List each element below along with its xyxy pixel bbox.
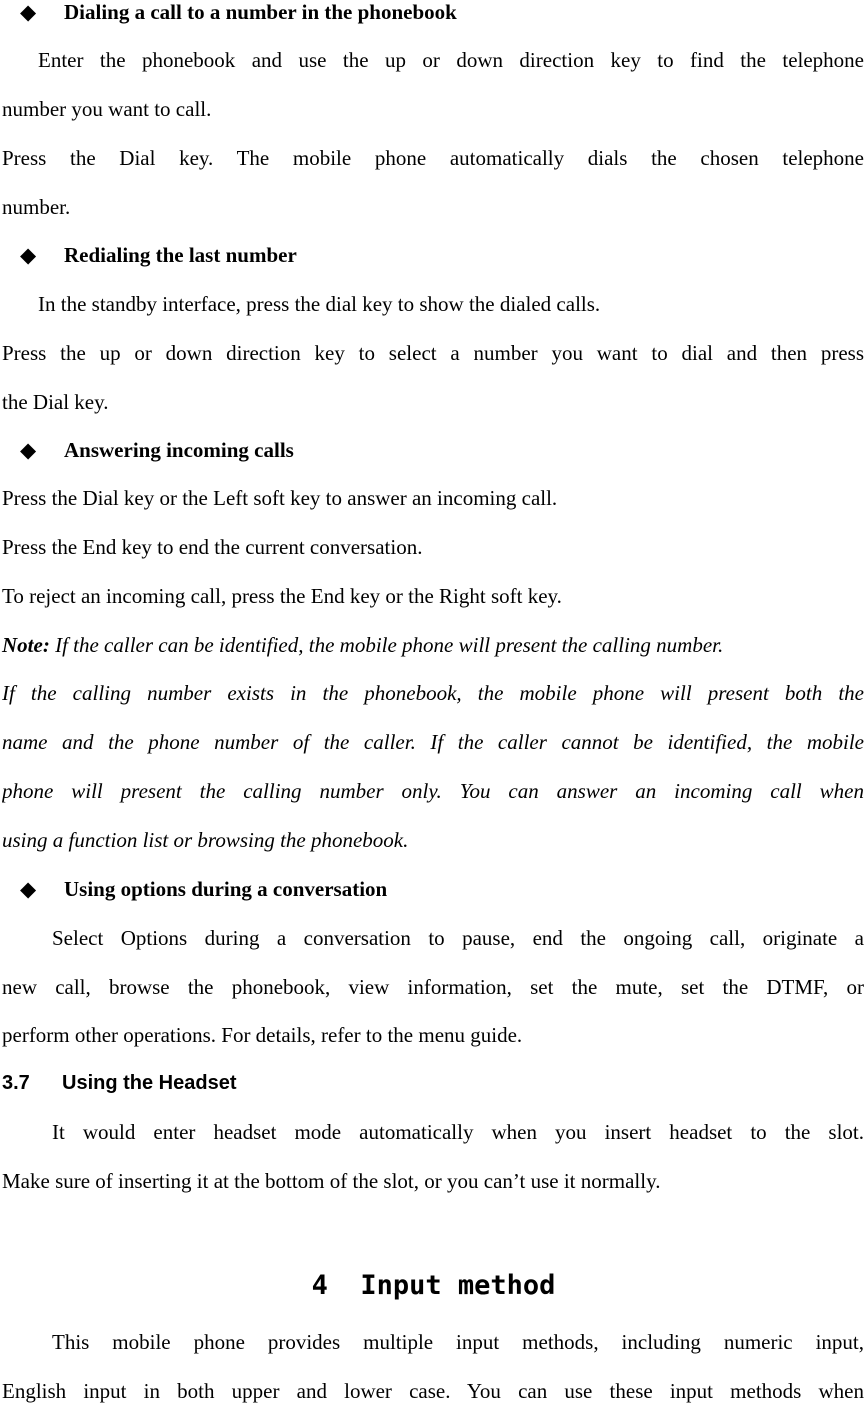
note-line: name and the phone number of the caller. If the caller cannot be identified, the mobile	[2, 730, 864, 754]
paragraph-line: new call, browse the phonebook, view information, set the mute, set the DTMF, or	[2, 975, 864, 999]
section-number: 3.7	[2, 1072, 30, 1094]
note-text: If the caller can be identified, the mobile phone will present the calling number.	[49, 633, 724, 657]
section-heading-options	[20, 875, 867, 903]
paragraph-line: Press the End key to end the current conversation.	[2, 535, 423, 559]
paragraph-line: Press the up or down direction key to select a number you want to dial and then press	[2, 341, 864, 365]
heading-text: Answering incoming calls	[64, 438, 294, 462]
heading-text: Using options during a conversation	[64, 877, 388, 901]
note-line: using a function list or browsing the phonebook.	[2, 828, 409, 852]
paragraph-line: number.	[2, 195, 71, 219]
paragraph-line: the Dial key.	[2, 390, 109, 414]
diamond-bullet-icon: ◆	[20, 243, 37, 267]
paragraph-line: This mobile phone provides multiple input methods, including numeric input,	[52, 1330, 864, 1354]
diamond-bullet-icon: ◆	[20, 438, 37, 462]
paragraph-line: It would enter headset mode automatically when you insert headset to the slot.	[52, 1120, 864, 1144]
paragraph-line: number you want to call.	[2, 97, 212, 121]
paragraph-line: Select Options during a conversation to pause, end the ongoing call, originate a	[52, 926, 864, 950]
note-label: Note:	[2, 633, 50, 657]
paragraph-line: In the standby interface, press the dial key to show the dialed calls.	[38, 292, 601, 316]
note-line: phone will present the calling number only. You can answer an incoming call when	[2, 779, 864, 803]
section-heading-redial	[20, 241, 867, 269]
heading-text: Dialing a call to a number in the phonebook	[64, 0, 457, 24]
diamond-bullet-icon: ◆	[20, 0, 37, 24]
paragraph-line: Enter the phonebook and use the up or down direction key to find the telephone	[38, 48, 864, 72]
paragraph-line: English input in both upper and lower case. You can use these input methods when	[2, 1379, 864, 1403]
note-line: If the calling number exists in the phonebook, the mobile phone will present both the	[2, 681, 864, 705]
paragraph-line: Press the Dial key. The mobile phone automatically dials the chosen telephone	[2, 146, 864, 170]
section-heading-headset	[2, 1069, 864, 1097]
section-heading-dial-phonebook	[20, 0, 867, 26]
heading-text: Using the Headset	[62, 1072, 237, 1094]
paragraph-line: perform other operations. For details, refer to the menu guide.	[2, 1023, 523, 1047]
paragraph-line: Press the Dial key or the Left soft key to answer an incoming call.	[2, 486, 558, 510]
diamond-bullet-icon: ◆	[20, 877, 37, 901]
paragraph-line: To reject an incoming call, press the End key or the Right soft key.	[2, 584, 562, 608]
paragraph-line: Make sure of inserting it at the bottom of the slot, or you can’t use it normally.	[2, 1169, 661, 1193]
chapter-heading-input-method: 4 Input method	[311, 1270, 556, 1301]
note-line	[2, 631, 864, 659]
heading-text: Redialing the last number	[64, 243, 297, 267]
section-heading-answering	[20, 436, 867, 464]
